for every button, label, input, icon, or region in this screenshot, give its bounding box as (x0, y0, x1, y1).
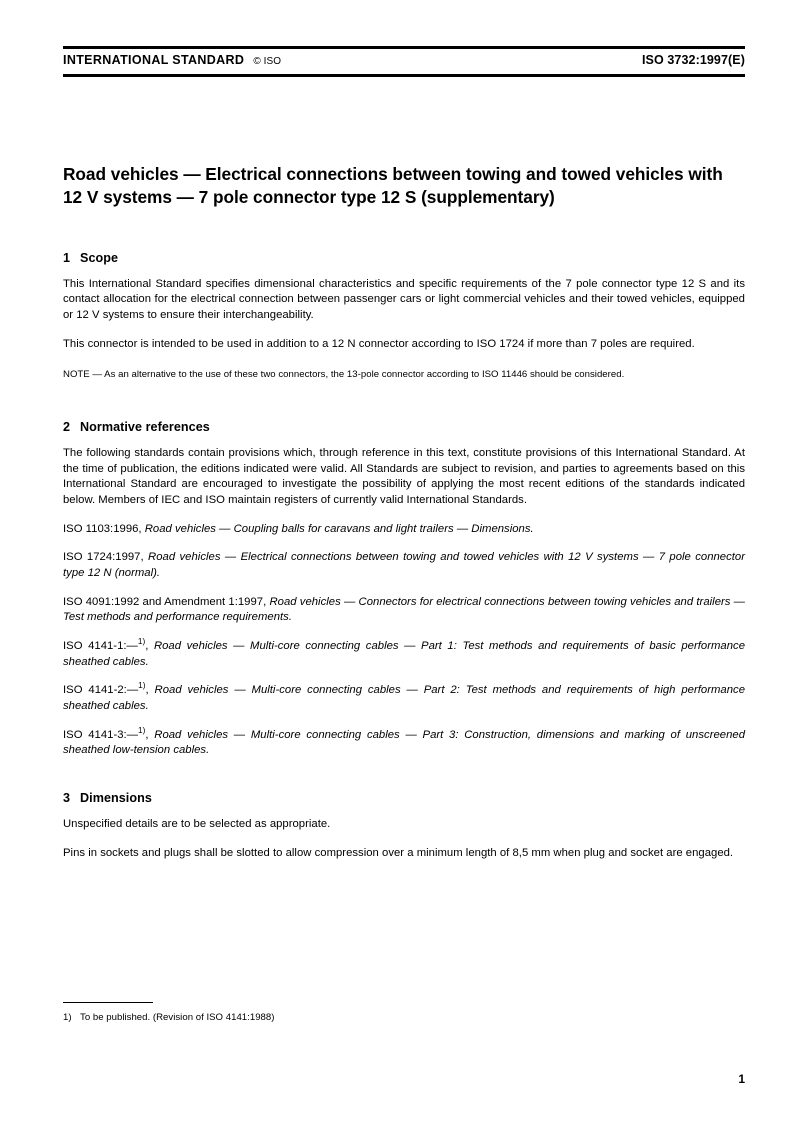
heading-normative-references (63, 420, 745, 434)
footnote-entry-text: To be published. (Revision of ISO 4141:1988) (80, 1012, 275, 1023)
document-body (63, 163, 745, 862)
footnote-marker: 1) (138, 726, 146, 735)
reference-item (63, 595, 745, 626)
reference-designation: ISO 4091:1992 and Amendment 1:1997, (63, 595, 270, 608)
header-standard-reference: ISO 3732:1997(E) (641, 53, 745, 67)
reference-item (63, 683, 745, 714)
reference-designation-tail: , (145, 640, 154, 653)
heading-dimensions-number: 3 (63, 791, 71, 806)
reference-title: Road vehicles — Multi-core connecting cables — Part 2: Test methods and requirements of high performance sheathed cables. (63, 684, 745, 713)
page-number: 1 (738, 1072, 745, 1086)
footnote-entry-marker: 1) (63, 1012, 72, 1023)
reference-designation-tail: , (145, 728, 155, 741)
scope-note: NOTE — As an alternative to the use of these two connectors, the 13-pole connector according to ISO 11446 should be considered. (63, 369, 625, 381)
scope-paragraph-2: This connector is intended to be used in addition to a 12 N connector according to ISO 1724 if more than 7 poles are required. (63, 337, 695, 350)
footnote-entry (63, 1012, 745, 1025)
reference-title: Road vehicles — Multi-core connecting cables — Part 1: Test methods and requirements of basic performance sheathed cables. (63, 640, 745, 668)
reference-designation-tail: , (145, 684, 155, 697)
dimensions-paragraph-2: Pins in sockets and plugs shall be slotted to allow compression over a minimum length of 8,5 mm when plug and socket are engaged. (63, 846, 734, 859)
header-row (63, 49, 745, 71)
footnote-area (63, 1002, 745, 1025)
reference-designation: ISO 4141-2:— (63, 684, 139, 697)
footnote-marker: 1) (137, 637, 146, 647)
header-copyright: © ISO (253, 56, 282, 67)
heading-dimensions-label: Dimensions (80, 791, 152, 806)
reference-designation: ISO 1103:1996, (63, 522, 145, 535)
heading-scope (63, 251, 745, 265)
reference-title: Road vehicles — Coupling balls for caravans and light trailers — Dimensions. (144, 522, 534, 535)
heading-scope-label: Scope (80, 250, 119, 265)
heading-dimensions (63, 791, 745, 805)
heading-scope-number: 1 (63, 250, 71, 265)
reference-title: Road vehicles — Multi-core connecting cables — Part 3: Construction, dimensions and marking of unscreened sheathed low-tension cables. (63, 728, 745, 757)
footnote-separator-rule (63, 1002, 153, 1003)
header-rule-bottom (63, 74, 745, 77)
header-left-group (63, 53, 281, 67)
reference-designation: ISO 1724:1997, (63, 551, 149, 564)
reference-item (63, 728, 745, 759)
reference-item (63, 639, 745, 670)
heading-normative-references-number: 2 (63, 419, 71, 434)
footnote-marker: 1) (138, 681, 146, 691)
reference-title: Road vehicles — Connectors for electrical connections between towing vehicles and trailers — Test methods and performance requirements. (63, 595, 745, 624)
page-header (63, 46, 745, 77)
heading-normative-references-label: Normative references (80, 419, 210, 434)
header-standard-label: INTERNATIONAL STANDARD (63, 53, 245, 67)
document-title: Road vehicles — Electrical connections between towing and towed vehicles with 12 V systems — 7 pole connector type 12 S (supplementary) (63, 164, 723, 207)
normative-references-intro: The following standards contain provisions which, through reference in this text, constitute provisions of this International Standard. At the time of publication, the editions indicated were valid. All Standards are subject to revision, and parties to agreements based on this International Standard are encouraged to investigate the possibility of applying the most recent editions of the standards indicated below. Members of IEC and ISO maintain registers of currently valid International Standards. (63, 446, 745, 506)
scope-paragraph-1: This International Standard specifies dimensional characteristics and specific requirements of the 7 pole connector type 12 S and its contact allocation for the electrical connection between passenger cars or light commercial vehicles and their towed vehicles, equipped or 12 V systems to ensure their interchangeability. (63, 277, 745, 322)
reference-item (63, 522, 745, 538)
reference-title: Road vehicles — Electrical connections between towing and towed vehicles with 12 V systems — 7 pole connector type 12 N (normal). (63, 551, 746, 579)
dimensions-paragraph-1: Unspecified details are to be selected as appropriate. (63, 818, 331, 831)
reference-item (63, 550, 745, 581)
reference-designation: ISO 4141-3:— (63, 728, 139, 741)
reference-designation: ISO 4141-1:— (63, 640, 138, 653)
